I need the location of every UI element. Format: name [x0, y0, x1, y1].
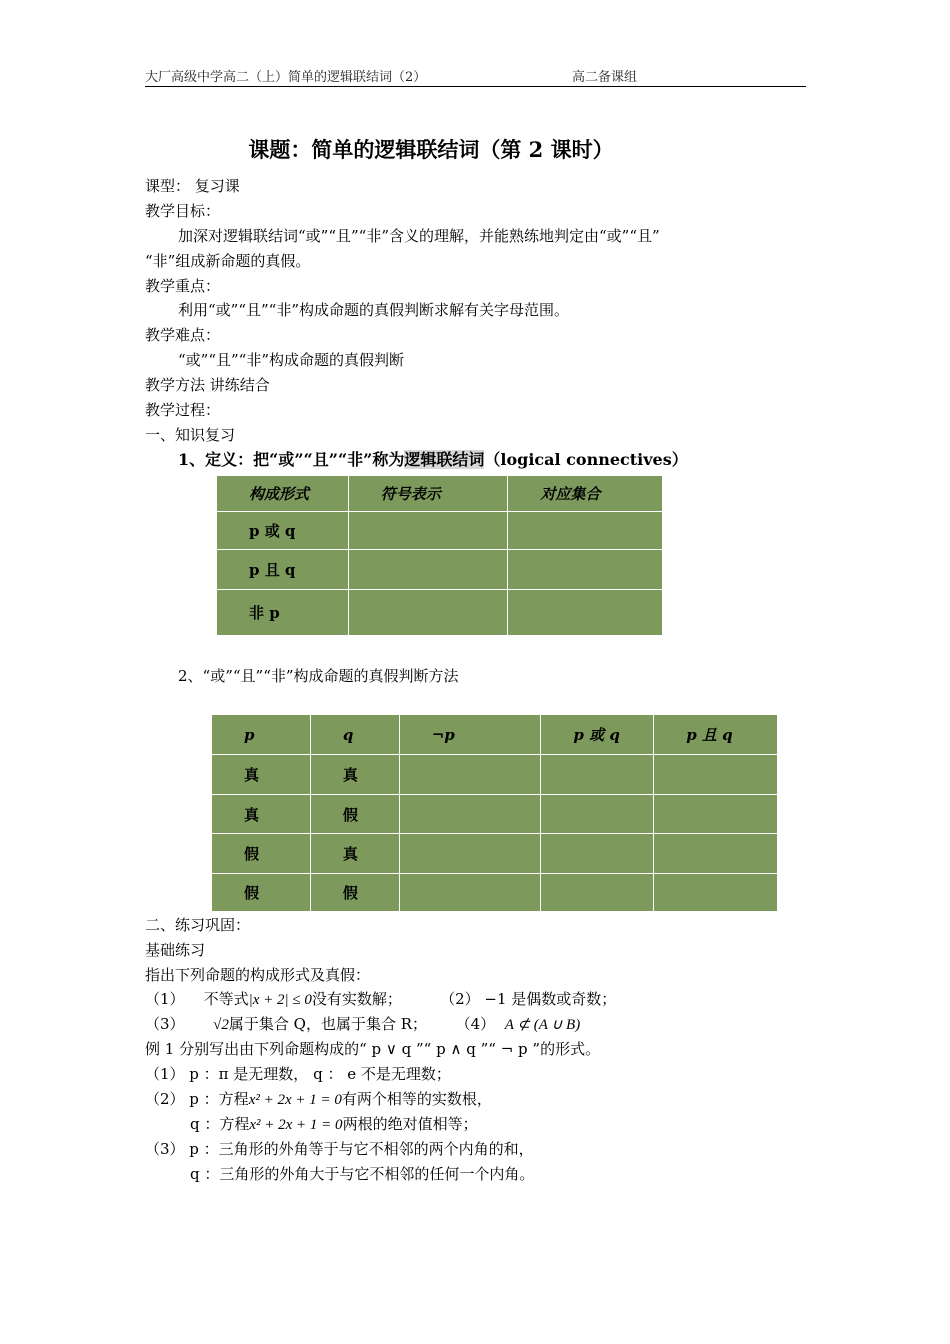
instruction: 指出下列命题的构成形式及真假： — [145, 966, 371, 984]
table-cell — [508, 550, 663, 590]
table-cell — [541, 874, 654, 912]
table-cell — [348, 550, 508, 590]
truth-table — [211, 714, 778, 912]
table-cell — [399, 874, 541, 912]
header-q: q — [310, 715, 399, 755]
definition-highlight: 逻辑联结词 — [404, 450, 485, 469]
table-cell — [399, 755, 541, 795]
example-item-2 — [145, 1089, 492, 1110]
difficulty-label: 教学难点： — [145, 326, 221, 344]
table-cell — [654, 834, 778, 874]
truth-method-heading: 2、“或”“且”“非”构成命题的真假判断方法 — [178, 667, 459, 685]
truth-cell: 假 — [310, 874, 399, 912]
page-header — [145, 66, 806, 87]
header-left: 大厂高级中学高二（上）简单的逻辑联结词（2） — [145, 70, 427, 85]
table-cell — [508, 590, 663, 636]
ex1-pre: 不等式 — [203, 990, 249, 1008]
table-row — [212, 795, 778, 834]
truth-cell: 假 — [212, 834, 311, 874]
example-item-2-q — [190, 1114, 478, 1135]
form-cell: 非 p — [217, 590, 349, 636]
truth-cell: 真 — [310, 755, 399, 795]
truth-cell: 真 — [310, 834, 399, 874]
header-set: 对应集合 — [508, 476, 663, 512]
header-right: 高二备课组 — [572, 70, 638, 85]
definition-prefix: 1、定义：把“或”“且”“非”称为 — [178, 450, 405, 469]
ex1-label: （1） — [145, 990, 185, 1008]
e2q-pre: q ：方程 — [190, 1115, 250, 1133]
form-cell: p 或 q — [217, 512, 349, 550]
example-item-3-q: q ：三角形的外角大于与它不相邻的任何一个内角。 — [190, 1165, 535, 1183]
ex3-post: 属于集合 Q，也属于集合 R； — [228, 1015, 428, 1033]
header-form: 构成形式 — [217, 476, 349, 512]
process-label: 教学过程： — [145, 401, 221, 419]
table-cell — [348, 512, 508, 550]
table-cell — [654, 874, 778, 912]
goal-text-1: 加深对逻辑联结词“或”“且”“非”含义的理解，并能熟练地判定由“或”“且” — [178, 227, 660, 245]
truth-cell: 真 — [212, 755, 311, 795]
e2-post: 有两个相等的实数根， — [341, 1090, 492, 1108]
table-row — [212, 834, 778, 874]
e2-math: x² + 2x + 1 = 0 — [248, 1092, 342, 1108]
lesson-type: 课型： 复习课 — [145, 177, 240, 195]
example-item-3: （3） p ：三角形的外角等于与它不相邻的两个内角的和， — [145, 1140, 534, 1158]
difficulty-text: “或”“且”“非”构成命题的真假判断 — [178, 351, 405, 369]
table-header-row — [212, 715, 778, 755]
table-row — [217, 512, 663, 550]
truth-cell: 真 — [212, 795, 311, 834]
table-row — [212, 874, 778, 912]
example-1-line: 例 1 分别写出由下列命题构成的“ p ∨ q ”“ p ∧ q ”“ ¬ p ”的形式。 — [145, 1040, 601, 1058]
definition-suffix: （logical connectives） — [484, 450, 688, 469]
e2-pre: （2） p ：方程 — [145, 1090, 249, 1108]
goal-label: 教学目标： — [145, 202, 221, 220]
header-p: p — [212, 715, 311, 755]
truth-cell: 假 — [310, 795, 399, 834]
key-text: 利用“或”“且”“非”构成命题的真假判断求解有关字母范围。 — [178, 301, 570, 319]
section2-heading: 二、练习巩固： — [145, 916, 251, 934]
table-cell — [541, 795, 654, 834]
ex3-math: √2 — [213, 1017, 229, 1033]
header-p-and-q: p 且 q — [654, 715, 778, 755]
form-cell: p 且 q — [217, 550, 349, 590]
exercise-line-1 — [145, 989, 616, 1010]
header-not-p: ¬p — [399, 715, 541, 755]
key-label: 教学重点： — [145, 277, 221, 295]
ex3-label: （3） — [145, 1015, 185, 1033]
table-cell — [541, 834, 654, 874]
table-cell — [348, 590, 508, 636]
table-cell — [399, 834, 541, 874]
ex2: （2） −1 是偶数或奇数； — [440, 990, 617, 1008]
table-row — [217, 550, 663, 590]
section1-heading: 一、知识复习 — [145, 426, 236, 444]
definition-line — [178, 450, 688, 470]
e2q-math: x² + 2x + 1 = 0 — [249, 1117, 343, 1133]
ex4-label: （4） — [455, 1015, 496, 1033]
ex1-math: |x + 2| ≤ 0 — [248, 992, 312, 1008]
connective-form-table — [216, 475, 663, 636]
example-item-1: （1） p ：π 是无理数， q ： e 不是无理数； — [145, 1065, 451, 1083]
table-row — [212, 755, 778, 795]
e2q-post: 两根的绝对值相等； — [342, 1115, 478, 1133]
goal-text-2: “非”组成新命题的真假。 — [145, 252, 311, 270]
header-symbol: 符号表示 — [348, 476, 508, 512]
header-p-or-q: p 或 q — [541, 715, 654, 755]
table-cell — [541, 755, 654, 795]
table-header-row — [217, 476, 663, 512]
ex1-post: 没有实数解； — [311, 990, 402, 1008]
lesson-title: 课题：简单的逻辑联结词（第 2 课时） — [248, 137, 614, 162]
ex4-math: A ⊄ (A ∪ B) — [504, 1017, 581, 1033]
table-cell — [399, 795, 541, 834]
truth-cell: 假 — [212, 874, 311, 912]
table-row — [217, 590, 663, 636]
basic-practice: 基础练习 — [145, 941, 206, 959]
method-line: 教学方法 讲练结合 — [145, 376, 270, 394]
table-cell — [508, 512, 663, 550]
table-cell — [654, 755, 778, 795]
exercise-line-2 — [145, 1014, 580, 1035]
table-cell — [654, 795, 778, 834]
